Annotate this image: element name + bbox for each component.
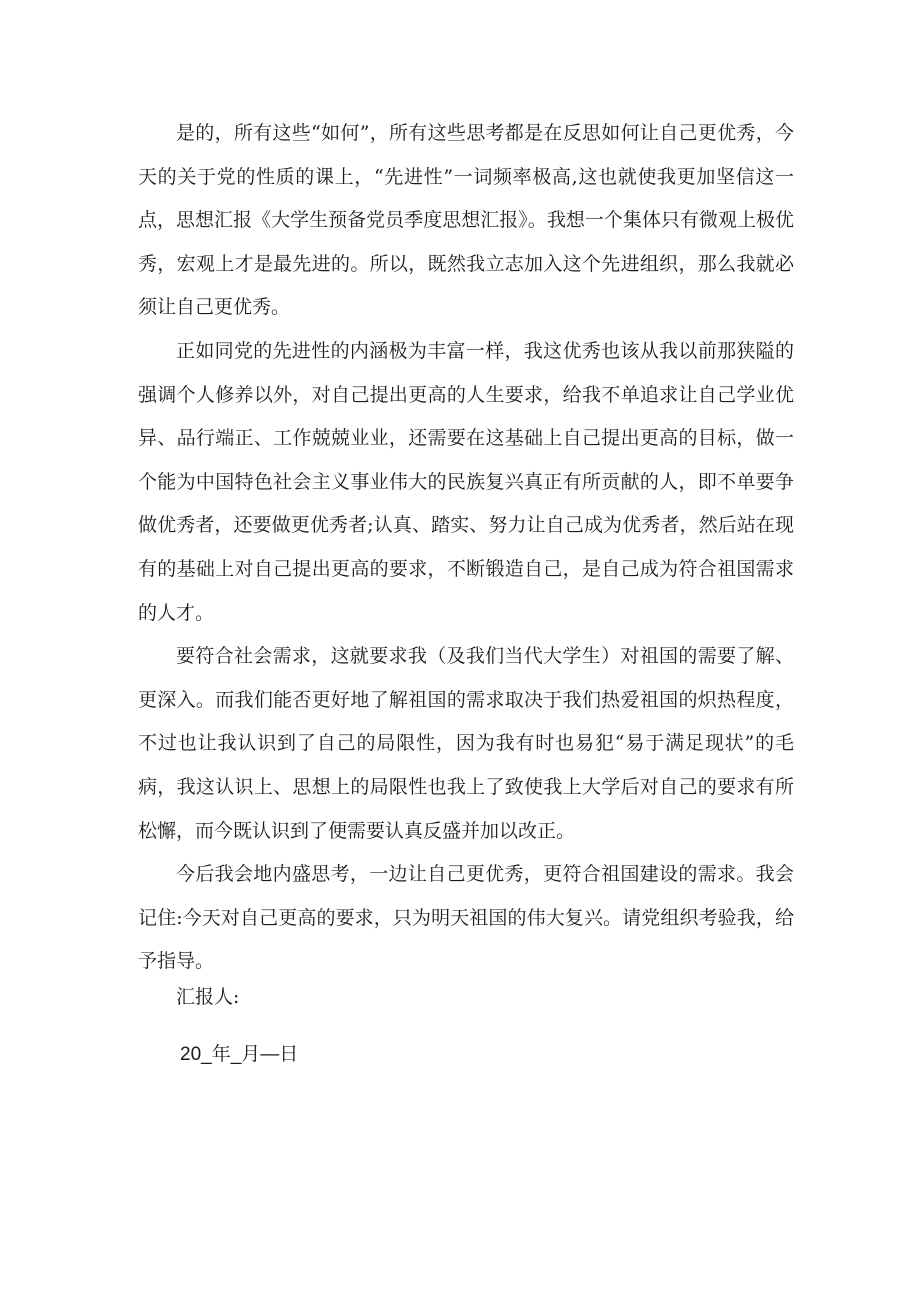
paragraph-4: 今后我会地内盛思考，一边让自己更优秀，更符合祖国建设的需求。我会记住:今天对自己更高的要求，只为明天祖国的伟大复兴。请党组织考验我，给予指导。 <box>138 863 794 973</box>
paragraph-1: 是的，所有这些“如何”，所有这些思考都是在反思如何让自己更优秀，今天的关于党的性质的课上，“先进性”一词频率极高,这也就使我更加坚信这一点，思想汇报《大学生预备党员季度思想汇报》。我想一个集体只有微观上极优秀，宏观上才是最先进的。所以，既然我立志加入这个先进组织，那么我就必须让自己更优秀。 <box>138 122 794 319</box>
document-body <box>138 112 794 1070</box>
signature-label: 汇报人: <box>176 985 240 1008</box>
date-line: 20_年_月—日 <box>180 1043 299 1065</box>
paragraph-3: 要符合社会需求，这就要求我（及我们当代大学生）对祖国的需要了解、更深入。而我们能否更好地了解祖国的需求取决于我们热爱祖国的炽热程度，不过也让我认识到了自己的局限性，因为我有时也易犯“易于满足现状”的毛病，我这认识上、思想上的局限性也我上了致使我上大学后对自己的要求有所松懈，而今既认识到了便需要认真反盛并加以改正。 <box>138 645 794 842</box>
paragraph-2: 正如同党的先进性的内涵极为丰富一样，我这优秀也该从我以前那狭隘的强调个人修养以外，对自己提出更高的人生要求，给我不单追求让自己学业优异、品行端正、工作兢兢业业，还需要在这基础上自己提出更高的目标，做一个能为中国特色社会主义事业伟大的民族复兴真正有所贡献的人，即不单要争做优秀者，还要做更优秀者;认真、踏实、努力让自己成为优秀者，然后站在现有的基础上对自己提出更高的要求，不断锻造自己，是自己成为符合祖国需求的人才。 <box>138 339 794 624</box>
